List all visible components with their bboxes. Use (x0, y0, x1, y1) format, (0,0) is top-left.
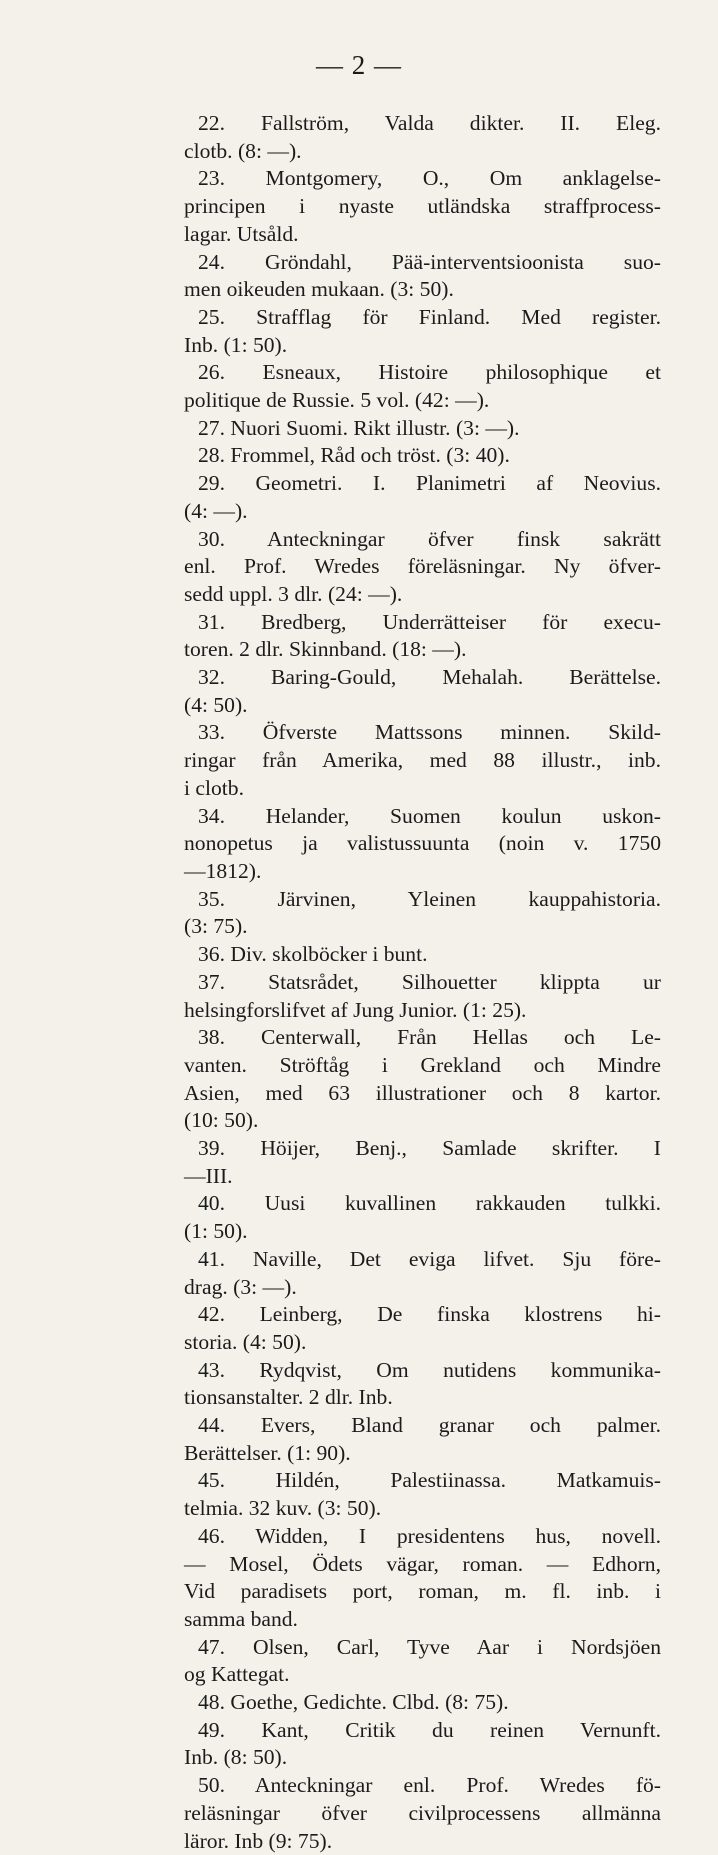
entry-line: principen i nyaste utländska straffprocess- (184, 194, 661, 219)
entry-line: 39. Höijer, Benj., Samlade skrifter. I (198, 1136, 661, 1161)
page-number: — 2 — (316, 50, 402, 80)
entry-line: 32. Baring-Gould, Mehalah. Berättelse. (198, 665, 661, 690)
entry-line: 31. Bredberg, Underrätteiser för execu- (198, 609, 661, 634)
entry-line: 35. Järvinen, Yleinen kauppahistoria. (198, 886, 661, 911)
entry-line: og Kattegat. (184, 1662, 290, 1687)
entry-line: läror. Inb (9: 75). (184, 1828, 333, 1853)
catalogue-entry (184, 1412, 661, 1467)
entry-line: vanten. Ströftåg i Grekland och Mindre (184, 1052, 661, 1077)
catalogue-entry (184, 1024, 661, 1135)
entry-line: 30. Anteckningar öfver finsk sakrätt (198, 526, 661, 551)
entry-line: 50. Anteckningar enl. Prof. Wredes fö- (198, 1773, 661, 1798)
entry-line: (10: 50). (184, 1108, 259, 1133)
entry-line: 36. Div. skolböcker i bunt. (198, 942, 428, 967)
catalogue-entry (184, 304, 661, 359)
catalogue-entry (184, 1246, 661, 1301)
entry-line: lagar. Utsåld. (184, 221, 299, 246)
catalogue-entry (184, 165, 661, 248)
catalogue-entry (184, 470, 661, 525)
entry-line: 34. Helander, Suomen koulun uskon- (198, 803, 661, 828)
entry-line: Berättelser. (1: 90). (184, 1440, 351, 1465)
entry-line: (1: 50). (184, 1219, 248, 1244)
catalogue-entry (184, 1467, 661, 1522)
entry-line: Inb. (8: 50). (184, 1745, 288, 1770)
entry-line: ringar från Amerika, med 88 illustr., inb. (184, 748, 661, 773)
entry-line: (4: 50). (184, 692, 248, 717)
catalogue-entry (184, 1523, 661, 1634)
entry-line: 22. Fallström, Valda dikter. II. Eleg. (198, 111, 661, 135)
entry-line: 47. Olsen, Carl, Tyve Aar i Nordsjöen (198, 1634, 661, 1659)
entry-line: i clotb. (184, 775, 244, 800)
entry-line: 45. Hildén, Palestiinassa. Matkamuis- (198, 1468, 661, 1493)
catalogue-entry (184, 110, 661, 165)
entry-line: reläsningar öfver civilprocessens allmänna (184, 1800, 661, 1825)
entry-line: Asien, med 63 illustrationer och 8 kartor. (184, 1080, 661, 1105)
entry-line: 43. Rydqvist, Om nutidens kommunika- (198, 1357, 661, 1382)
entry-line: 29. Geometri. I. Planimetri af Neovius. (198, 471, 661, 496)
entry-line: 37. Statsrådet, Silhouetter klippta ur (198, 969, 661, 994)
entry-line: clotb. (8: —). (184, 138, 302, 163)
entry-line: (3: 75). (184, 914, 248, 939)
entry-line: 46. Widden, I presidentens hus, novell. (198, 1523, 661, 1548)
catalogue-entry (184, 1772, 661, 1855)
entry-line: drag. (3: —). (184, 1274, 297, 1299)
entry-line: (4: —). (184, 498, 248, 523)
entry-line: —1812). (184, 858, 262, 883)
entry-line: 38. Centerwall, Från Hellas och Le- (198, 1025, 661, 1050)
catalogue-entry (184, 969, 661, 1024)
catalogue-entry (184, 1190, 661, 1245)
catalogue-entry (184, 719, 661, 802)
catalogue-entry (184, 249, 661, 304)
entry-line: telmia. 32 kuv. (3: 50). (184, 1496, 382, 1521)
entry-line: —III. (184, 1163, 233, 1188)
catalogue-entry (184, 415, 661, 443)
entry-line: 48. Goethe, Gedichte. Clbd. (8: 75). (198, 1690, 509, 1715)
entry-line: 27. Nuori Suomi. Rikt illustr. (3: —). (198, 415, 520, 440)
catalogue-entry (184, 1717, 661, 1772)
entry-line: storia. (4: 50). (184, 1329, 307, 1354)
catalogue-entry-list (184, 110, 661, 1855)
catalogue-entry (184, 609, 661, 664)
entry-line: Vid paradisets port, roman, m. fl. inb. i (184, 1579, 661, 1604)
catalogue-entry (184, 1135, 661, 1190)
catalogue-entry (184, 526, 661, 609)
entry-line: 49. Kant, Critik du reinen Vernunft. (198, 1717, 661, 1742)
entry-line: men oikeuden mukaan. (3: 50). (184, 277, 454, 302)
entry-line: — Mosel, Ödets vägar, roman. — Edhorn, (184, 1551, 661, 1576)
entry-line: 41. Naville, Det eviga lifvet. Sju före- (198, 1246, 661, 1271)
catalogue-entry (184, 1357, 661, 1412)
catalogue-entry (184, 886, 661, 941)
entry-line: 42. Leinberg, De finska klostrens hi- (198, 1302, 661, 1327)
entry-line: politique de Russie. 5 vol. (42: —). (184, 388, 490, 413)
catalogue-entry (184, 1301, 661, 1356)
entry-line: helsingforslifvet af Jung Junior. (1: 25). (184, 997, 527, 1022)
entry-line: sedd uppl. 3 dlr. (24: —). (184, 581, 403, 606)
entry-line: 28. Frommel, Råd och tröst. (3: 40). (198, 443, 510, 468)
entry-line: 23. Montgomery, O., Om anklagelse- (198, 166, 661, 191)
entry-line: enl. Prof. Wredes föreläsningar. Ny öfver- (184, 554, 661, 579)
catalogue-entry (184, 941, 661, 969)
entry-line: 26. Esneaux, Histoire philosophique et (198, 360, 661, 385)
entry-line: samma band. (184, 1606, 298, 1631)
entry-line: Inb. (1: 50). (184, 332, 288, 357)
entry-line: tionsanstalter. 2 dlr. Inb. (184, 1385, 393, 1410)
catalogue-entry (184, 359, 661, 414)
entry-line: toren. 2 dlr. Skinnband. (18: —). (184, 637, 467, 662)
catalogue-entry (184, 664, 661, 719)
catalogue-entry (184, 803, 661, 886)
catalogue-entry (184, 1689, 661, 1717)
catalogue-entry (184, 1634, 661, 1689)
entry-line: nonopetus ja valistussuunta (noin v. 1750 (184, 831, 661, 856)
entry-line: 24. Gröndahl, Pää-interventsioonista suo- (198, 249, 661, 274)
entry-line: 40. Uusi kuvallinen rakkauden tulkki. (198, 1191, 661, 1216)
entry-line: 33. Öfverste Mattssons minnen. Skild- (198, 720, 661, 745)
entry-line: 25. Strafflag för Finland. Med register. (198, 304, 661, 329)
entry-line: 44. Evers, Bland granar och palmer. (198, 1413, 661, 1438)
catalogue-entry (184, 442, 661, 470)
